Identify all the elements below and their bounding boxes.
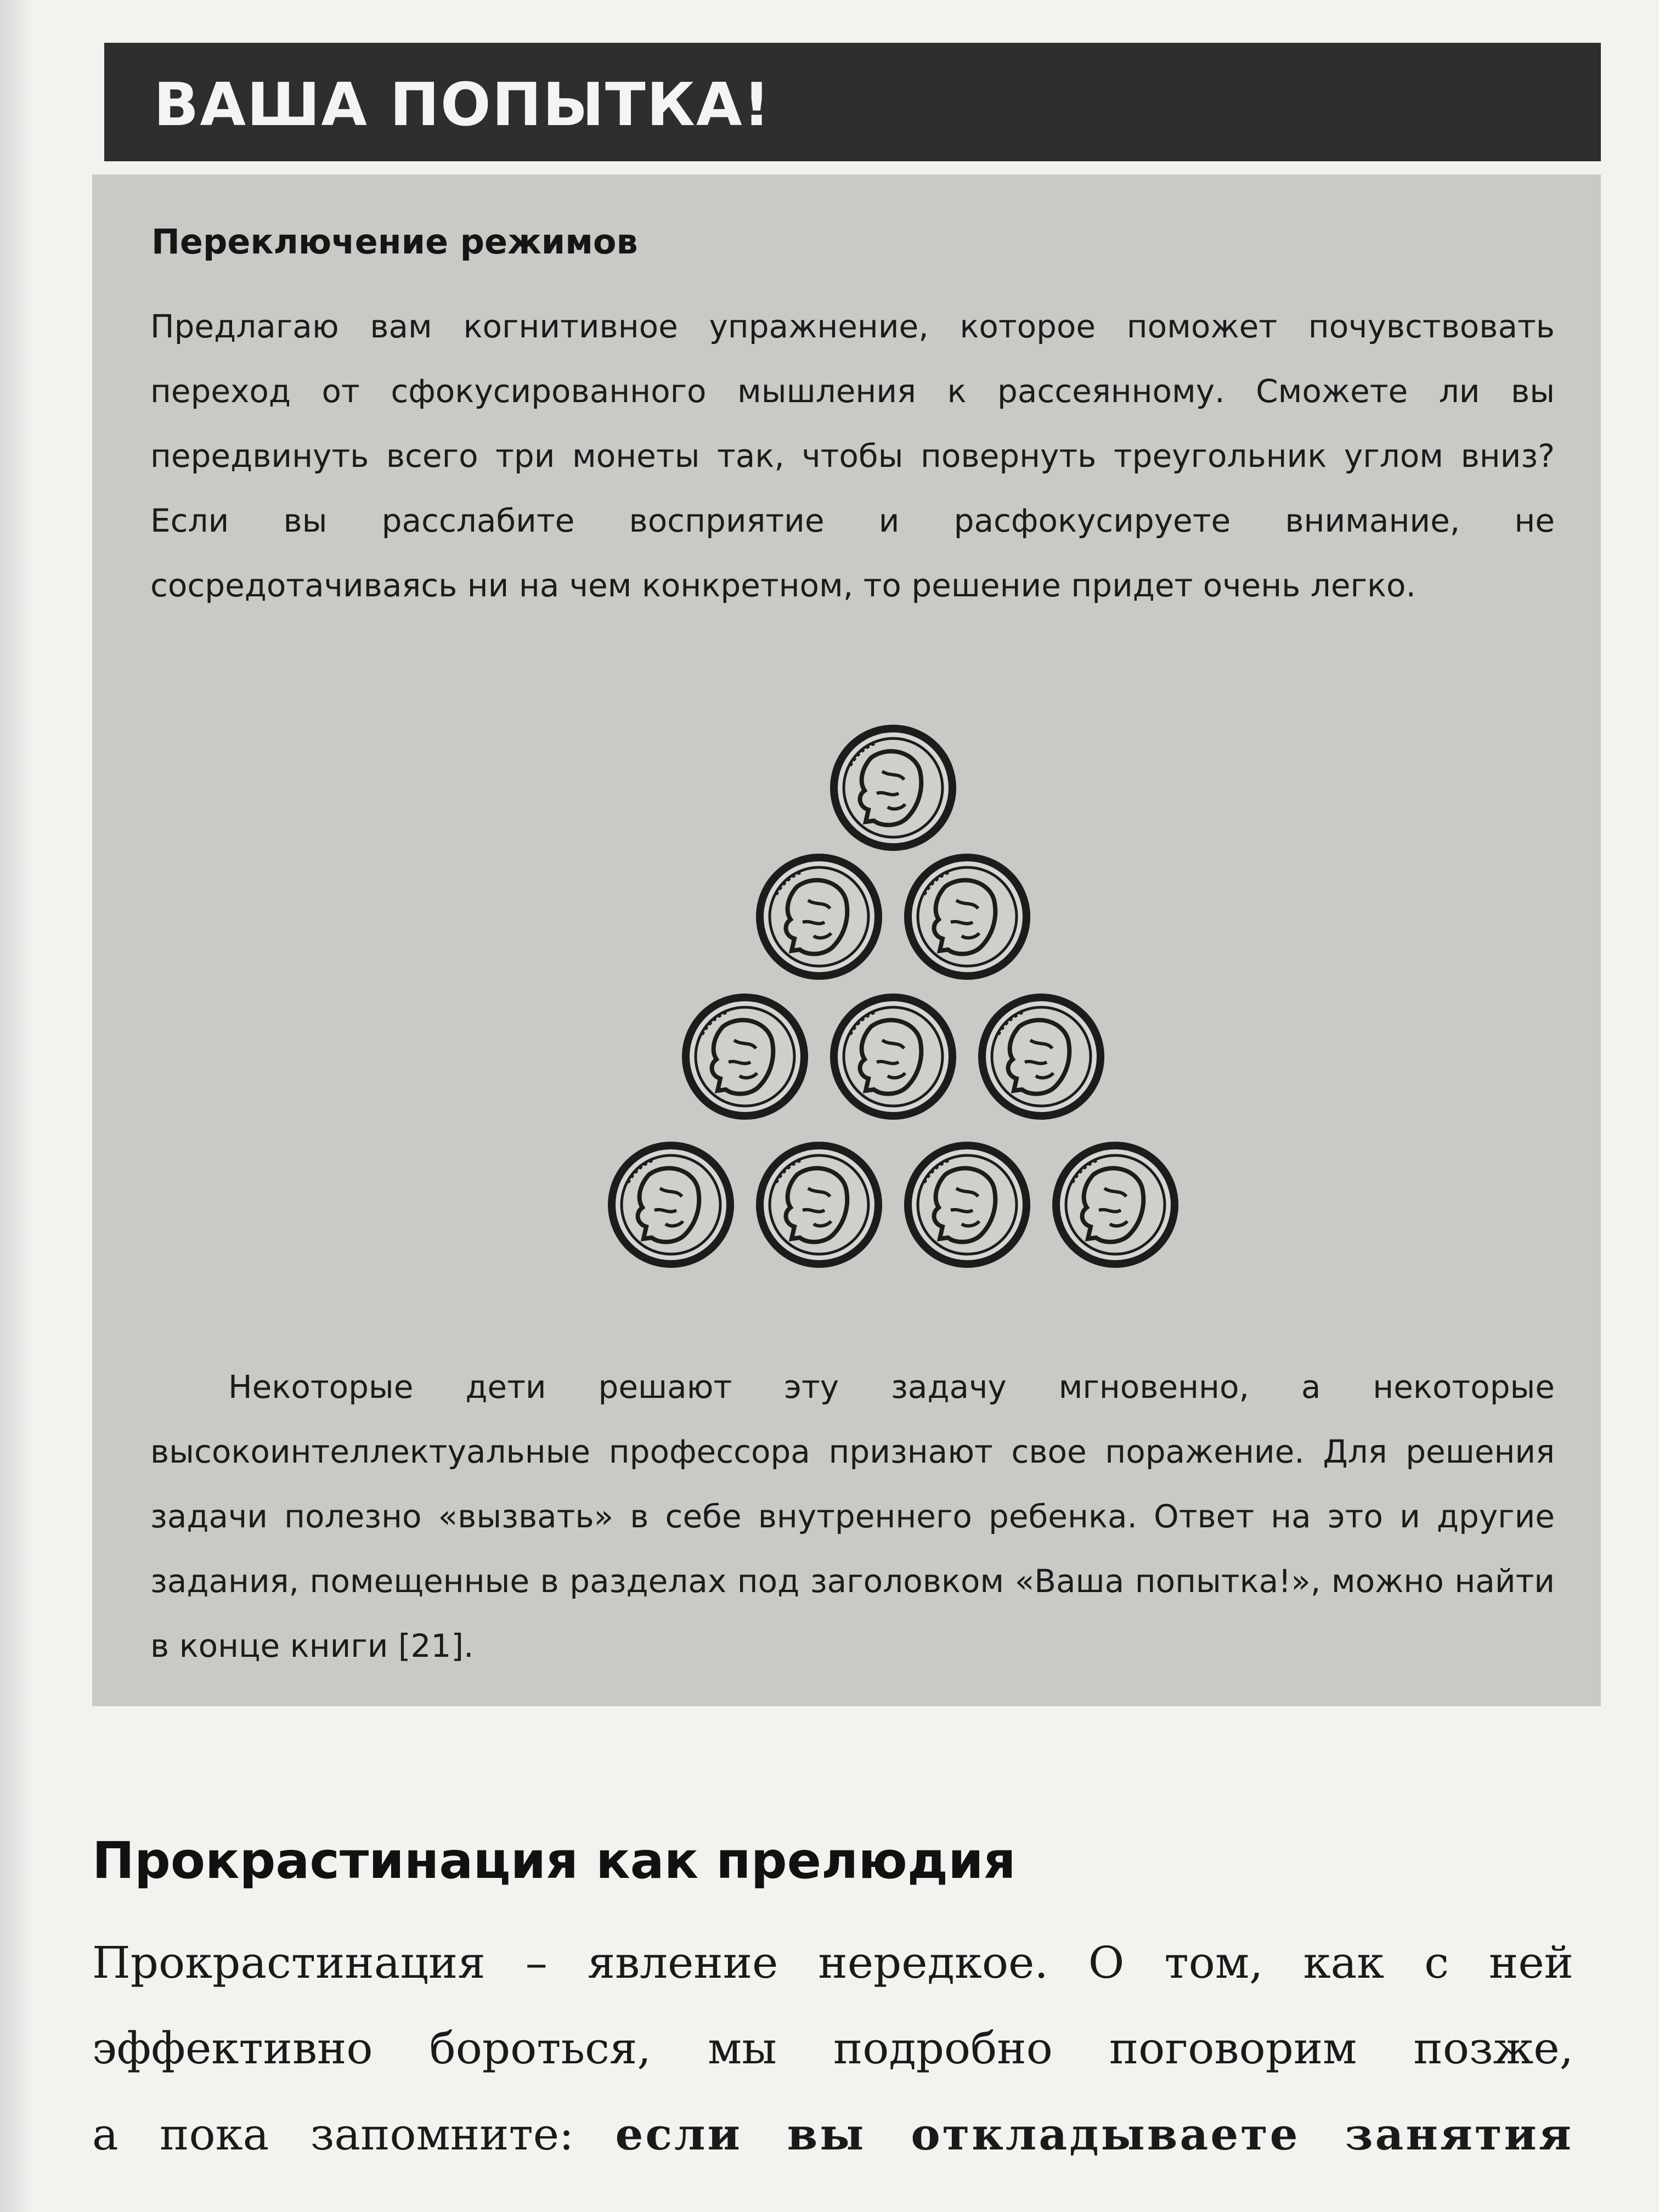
coin-row-2: [760, 857, 1026, 976]
exercise-box: [92, 174, 1601, 1706]
coin-icon: [686, 997, 804, 1116]
body-line-3-bold: если вы откладываете занятия: [615, 2108, 1573, 2160]
coin-icon: [982, 997, 1101, 1116]
coin-icon: [760, 1146, 878, 1264]
coin-icon: [1056, 1146, 1175, 1264]
coin-icon: [760, 857, 878, 976]
coin-triangle-illustration: [531, 722, 1255, 1282]
body-line-1: Прокрастинация – явление нередкое. О том, как с ней: [92, 1937, 1573, 1988]
body-line-3: [92, 2091, 1573, 2177]
coin-icon: [612, 1146, 730, 1264]
coin-icon: [908, 857, 1026, 976]
banner-title: ВАША ПОПЫТКА!: [154, 70, 771, 139]
coin-row-1: [834, 729, 952, 847]
body-line-2: эффективно бороться, мы подробно поговорим позже,: [92, 2023, 1573, 2074]
coin-icon: [834, 729, 952, 847]
coin-row-3: [686, 997, 1101, 1116]
exercise-paragraph-2: Некоторые дети решают эту задачу мгновенно, а некоторые высокоинтеллектуальные профессора признают свое поражение. Для решения задачи полезно «вызвать» в себе внутреннего ребенка. Ответ на это и другие задания, помещенные в разделах под заголовком «Ваша попытка!», можно найти в конце книги [21].: [150, 1368, 1555, 1664]
try-it-banner: [104, 43, 1601, 161]
coin-icon: [834, 997, 952, 1116]
coin-row-4: [612, 1146, 1175, 1264]
page-gutter-shadow: [0, 0, 33, 2212]
exercise-paragraph-1: Предлагаю вам когнитивное упражнение, которое поможет почувствовать переход от сфокусированного мышления к рассеянному. Сможете ли вы передвинуть всего три монеты так, чтобы повернуть треугольник углом вниз? Если вы расслабите восприятие и расфокусируете внимание, не сосредотачиваясь ни на чем конкретном, то решение придет очень легко.: [150, 308, 1555, 604]
section-heading: Прокрастинация как прелюдия: [92, 1831, 1016, 1890]
coin-icon: [908, 1146, 1026, 1264]
exercise-heading: Переключение режимов: [151, 222, 638, 262]
body-line-3-regular: а пока запомните:: [92, 2109, 616, 2160]
